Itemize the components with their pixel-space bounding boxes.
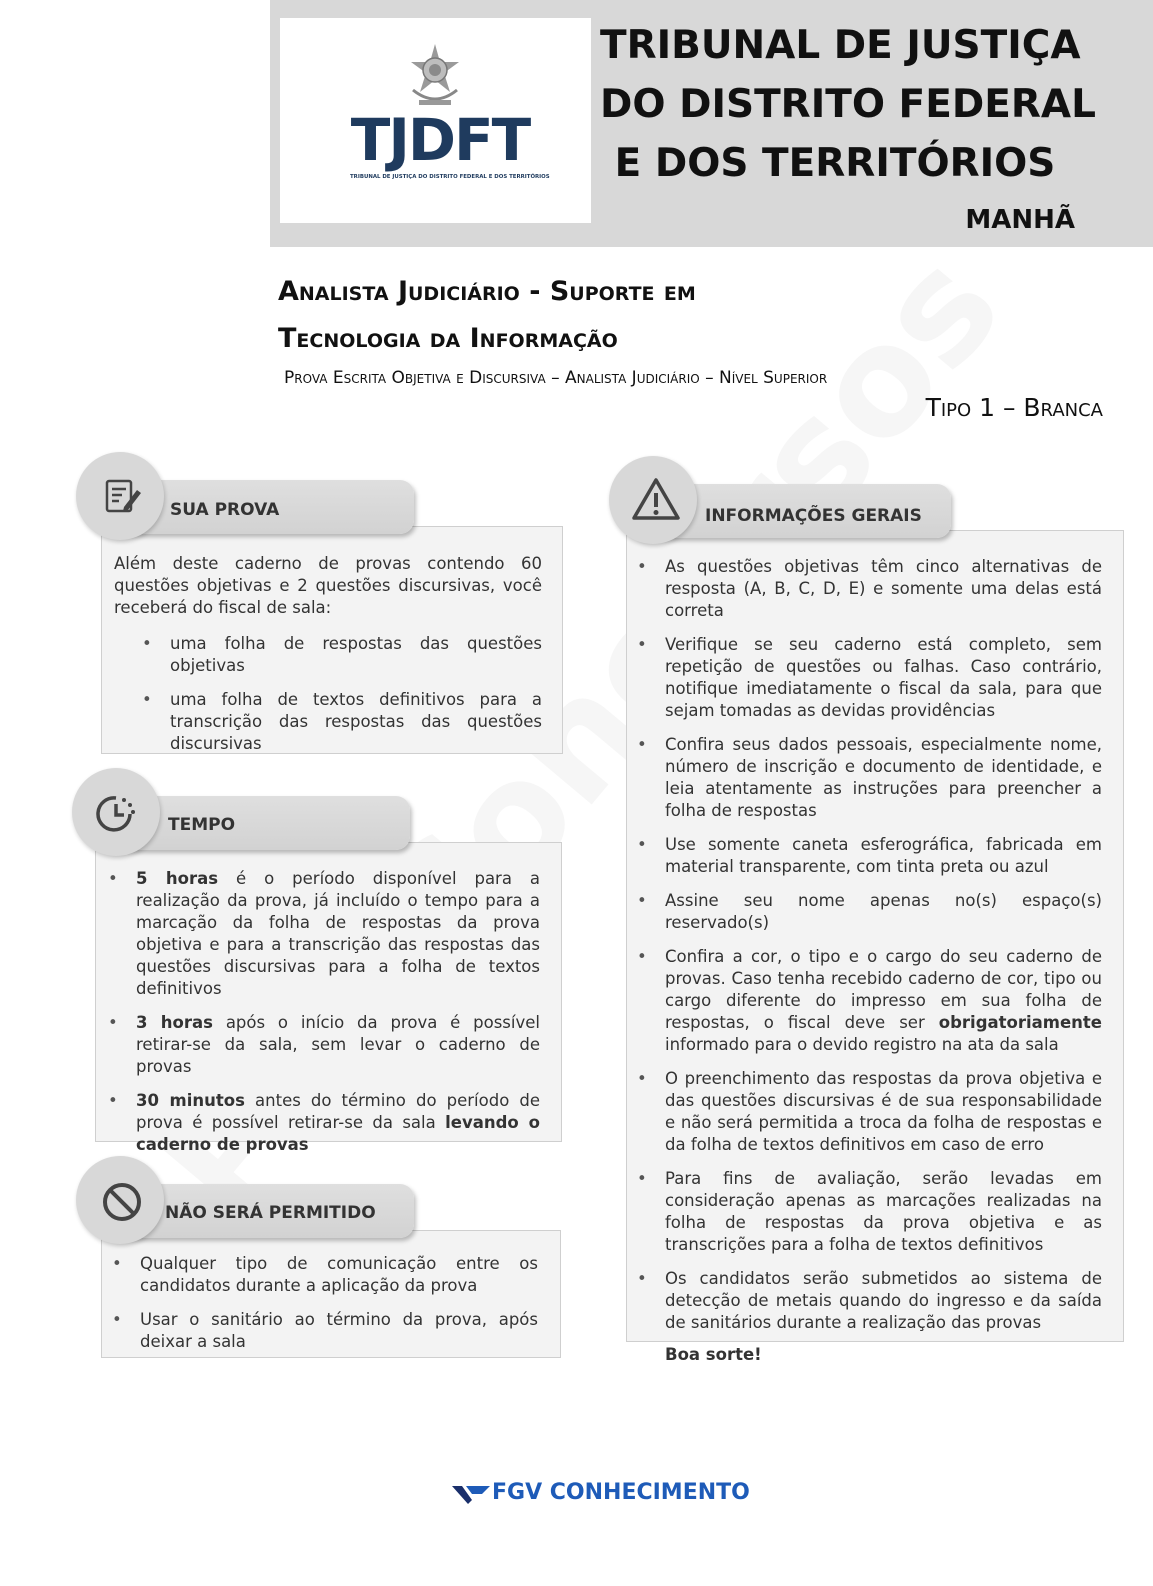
job-title-line-2: Tecnologia da Informação [278, 323, 618, 354]
list-item: • Para fins de avaliação, serão levadas em consideração apenas as marcações realizadas na folha de respostas da prova objetiva e as transcrições para a folha de textos definitivos [637, 1168, 1102, 1256]
court-line-2: DO DISTRITO FEDERAL [600, 82, 1096, 127]
list-item: • O preenchimento das respostas da prova objetiva e das questões discursivas é de sua responsabilidade e não será permitida a troca da folha de respostas e da folha de textos definitivos em caso de erro [637, 1068, 1102, 1156]
list-item [108, 1012, 540, 1078]
exam-subtitle: Prova Escrita Objetiva e Discursiva – Analista Judiciário – Nível Superior [284, 368, 828, 388]
list-item: • Usar o sanitário ao término da prova, após deixar a sala [112, 1309, 538, 1353]
tempo-item-3-text: antes do término do período de prova é possível retirar-se da sala [136, 1091, 540, 1132]
list-item: • Verifique se seu caderno está completo, sem repetição de questões ou falhas. Caso contrário, notifique imediatamente o fiscal da sala, para que sejam tomadas as devidas providências [637, 634, 1102, 722]
nao-permitido-heading: NÃO SERÁ PERMITIDO [165, 1203, 376, 1223]
list-item: • Qualquer tipo de comunicação entre os candidatos durante a aplicação da prova [112, 1253, 538, 1297]
cor-item-text: Confira a cor, o tipo e o cargo do seu caderno de provas. Caso tenha recebido caderno de cor, tipo ou cargo diferente do impresso em sua folha de respostas, o fiscal deve ser [665, 947, 1102, 1032]
fgv-logo-icon [452, 1484, 490, 1506]
clock-icon [94, 792, 138, 836]
list-item: • Assine seu nome apenas no(s) espaço(s) reservado(s) [637, 890, 1102, 934]
list-item [108, 868, 540, 1000]
tempo-item-3-bold: 30 minutos [136, 1091, 245, 1110]
sua-prova-intro: Além deste caderno de provas contendo 60 questões objetivas e 2 questões discursivas, você receberá do fiscal de sala: [114, 554, 542, 617]
job-title [278, 268, 696, 362]
tempo-item-3-bold-end: levando o caderno de provas [136, 1113, 540, 1154]
list-item: • As questões objetivas têm cinco alternativas de resposta (A, B, C, D, E) e somente uma delas está correta [637, 556, 1102, 622]
info-content [637, 556, 1102, 1366]
coat-of-arms-icon [405, 42, 465, 112]
tempo-heading: TEMPO [168, 815, 236, 835]
closing-text: Boa sorte! [665, 1345, 762, 1364]
list-item [108, 1090, 540, 1156]
cor-item-text-end: informado para o devido registro na ata da sala [665, 1035, 1059, 1054]
logo-wordmark: TJDFT [350, 106, 530, 174]
info-heading: INFORMAÇÕES GERAIS [705, 506, 922, 526]
document-edit-icon [104, 478, 142, 516]
exam-type: Tipo 1 – Branca [925, 393, 1103, 422]
tempo-item-1-text: é o período disponível para a realização da prova, já incluído o tempo para a marcação da folha de respostas da prova objetiva e para a transcrição das respostas das questões discursivas para a folha de textos definitivos [136, 869, 541, 998]
court-line-1: TRIBUNAL DE JUSTIÇA [600, 23, 1081, 68]
list-item: • Use somente caneta esferográfica, fabricada em material transparente, com tinta preta ou azul [637, 834, 1102, 878]
job-title-line-1: Analista Judiciário - Suporte em [278, 276, 696, 307]
tjdft-logo [280, 18, 591, 223]
list-item: • Os candidatos serão submetidos ao sistema de detecção de metais quando do ingresso e da saída de sanitários durante a realização das provas [637, 1268, 1102, 1334]
fgv-brand-text: FGV CONHECIMENTO [492, 1480, 750, 1505]
court-title [600, 16, 1096, 193]
tempo-item-1-bold: 5 horas [136, 869, 219, 888]
logo-subtext: TRIBUNAL DE JUSTIÇA DO DISTRITO FEDERAL E DOS TERRITÓRIOS [350, 174, 550, 180]
list-item: • uma folha de textos definitivos para a transcrição das respostas das questões discursivas [142, 689, 542, 755]
prohibited-icon [100, 1180, 144, 1224]
nao-permitido-content [112, 1253, 538, 1365]
list-item: • uma folha de respostas das questões objetivas [142, 633, 542, 677]
sua-prova-content [114, 553, 542, 767]
warning-icon [630, 476, 682, 522]
tempo-content [108, 868, 540, 1168]
tempo-item-2-bold: 3 horas [136, 1013, 213, 1032]
sua-prova-heading: SUA PROVA [170, 500, 280, 520]
tempo-item-2-text: após o início da prova é possível retirar-se da sala, sem levar o caderno de provas [136, 1013, 540, 1076]
list-item: • Confira seus dados pessoais, especialmente nome, número de inscrição e documento de identidade, e leia atentamente as instruções para preencher a folha de respostas [637, 734, 1102, 822]
cor-item-bold: obrigatoriamente [938, 1013, 1102, 1032]
shift-label: MANHÃ [965, 205, 1075, 235]
court-line-3: E DOS TERRITÓRIOS [614, 141, 1056, 186]
list-item [637, 946, 1102, 1056]
